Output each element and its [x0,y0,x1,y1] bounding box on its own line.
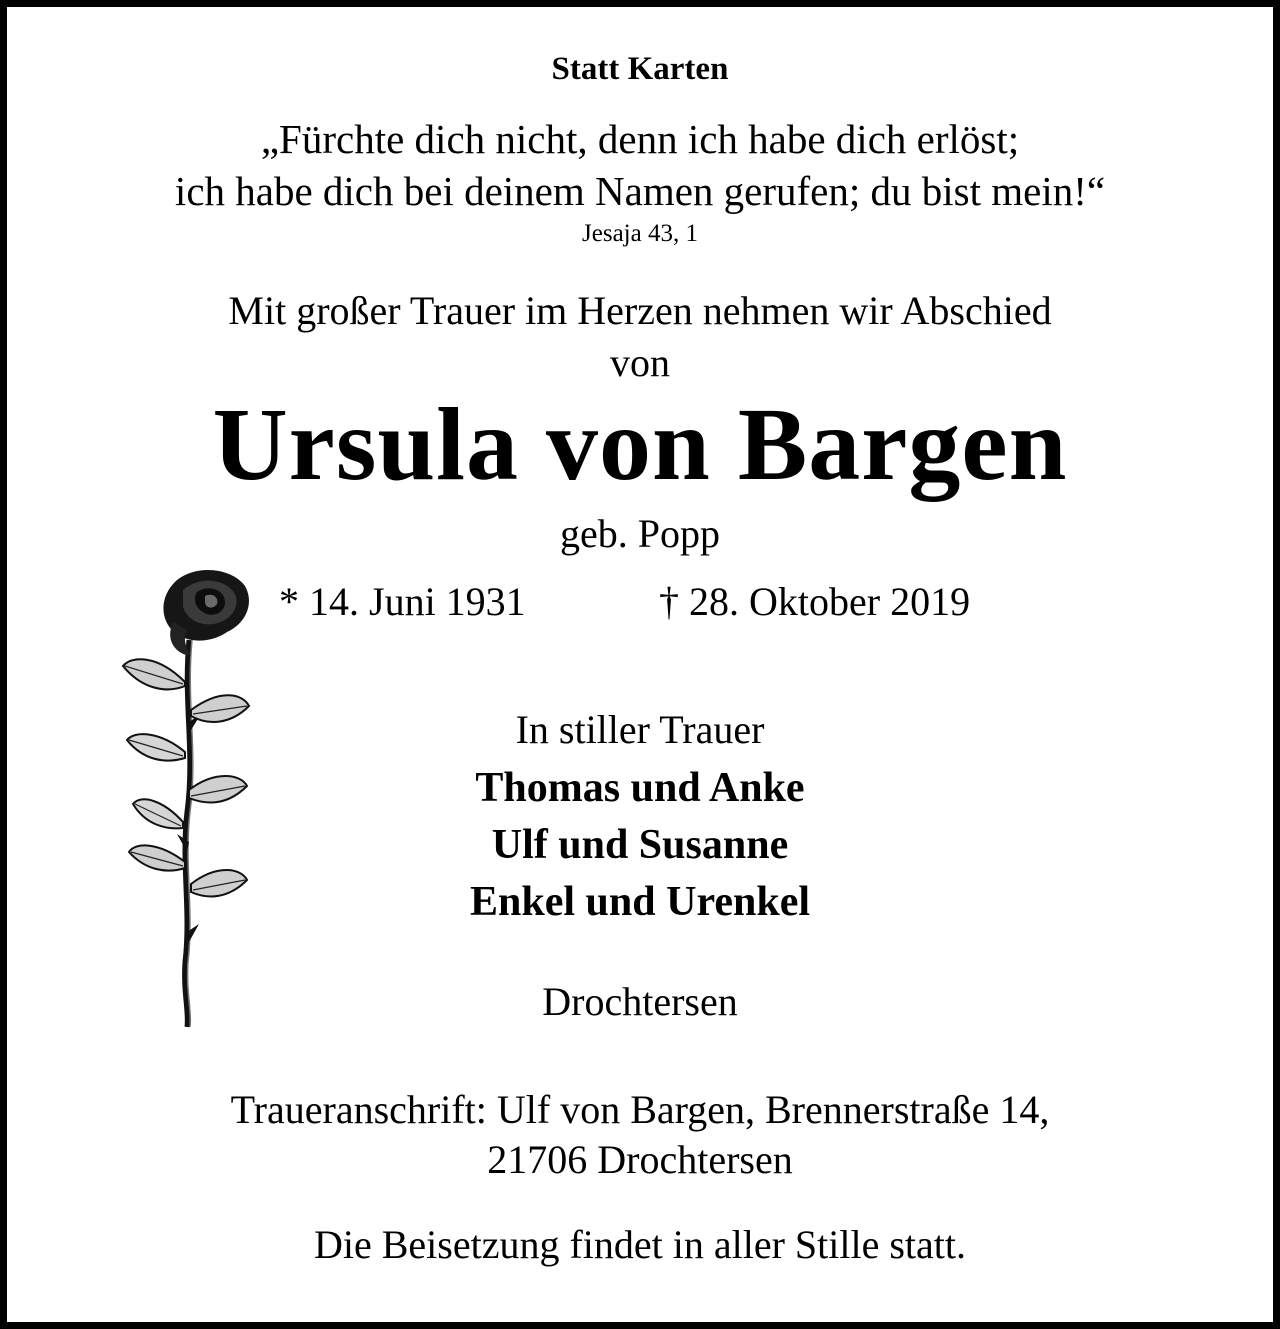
mourners-heading: In stiller Trauer [515,707,765,752]
verse-source: Jesaja 43, 1 [582,220,698,247]
intro-line-2: von [610,340,670,385]
funeral-note: Die Beisetzung findet in aller Stille statt. [313,1222,967,1267]
address-line-1: Traueranschrift: Ulf von Bargen, Brennerstraße 14, [230,1087,1050,1132]
mourner-name: Ulf und Susanne [491,822,789,868]
mourner-name: Enkel und Urenkel [470,879,810,925]
verse-line-1: „Fürchte dich nicht, denn ich habe dich erlöst; [260,116,1020,162]
address-line-2: 21706 Drochtersen [487,1137,793,1182]
deceased-name: Ursula von Bargen [212,387,1068,502]
mourner-name: Thomas und Anke [475,765,805,811]
intro-line-1: Mit großer Trauer im Herzen nehmen wir Abschied [228,288,1052,333]
death-date: † 28. Oktober 2019 [659,579,971,624]
verse-line-2: ich habe dich bei deinem Namen gerufen; du bist mein!“ [174,168,1106,214]
maiden-name: geb. Popp [560,511,720,556]
header-label: Statt Karten [551,51,729,87]
mourners-place: Drochtersen [542,979,738,1024]
birth-date: * 14. Juni 1931 [279,579,526,624]
